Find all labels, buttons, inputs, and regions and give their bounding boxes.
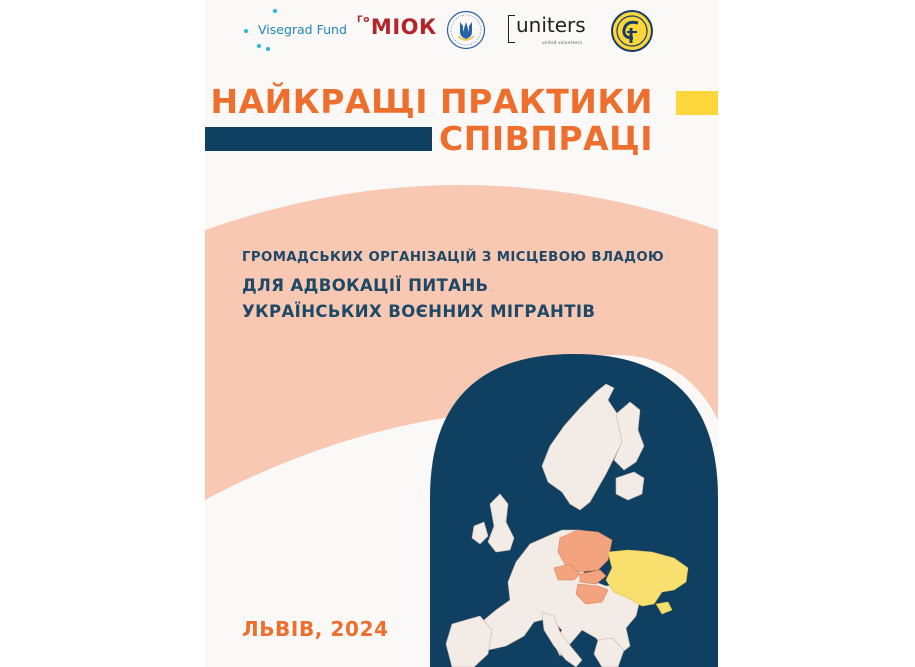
visegrad-fund-label: Visegrad Fund bbox=[258, 22, 347, 37]
title-line-1: НАЙКРАЩІ ПРАКТИКИ bbox=[210, 82, 653, 121]
round-yellow-logo bbox=[611, 10, 653, 52]
yellow-accent-bar bbox=[676, 91, 718, 115]
subtitle-line-1: ГРОМАДСЬКИХ ОРГАНІЗАЦІЙ З МІСЦЕВОЮ ВЛАДОЮ bbox=[242, 250, 665, 265]
uniters-logo bbox=[508, 13, 586, 45]
visegrad-fund-logo bbox=[244, 8, 347, 54]
europe-map bbox=[430, 354, 718, 667]
uniters-bracket bbox=[508, 15, 515, 43]
partner-logos bbox=[0, 0, 915, 60]
subtitle-line-3: УКРАЇНСЬКИХ ВОЄННИХ МІГРАНТІВ bbox=[242, 302, 596, 321]
miok-prefix: Го bbox=[357, 15, 370, 25]
uniters-label: uniters bbox=[516, 13, 586, 37]
place-and-year: ЛЬВІВ, 2024 bbox=[242, 617, 389, 641]
miok-logo bbox=[357, 15, 437, 39]
miok-label: МІОК bbox=[370, 15, 437, 39]
uniters-tagline: united volunteers bbox=[542, 40, 583, 45]
subtitle-line-2: ДЛЯ АДВОКАЦІЇ ПИТАНЬ bbox=[242, 276, 489, 295]
title-line-2: СПІВПРАЦІ bbox=[438, 119, 653, 158]
navy-accent-bar bbox=[205, 127, 432, 151]
trident-emblem-logo bbox=[446, 10, 486, 50]
